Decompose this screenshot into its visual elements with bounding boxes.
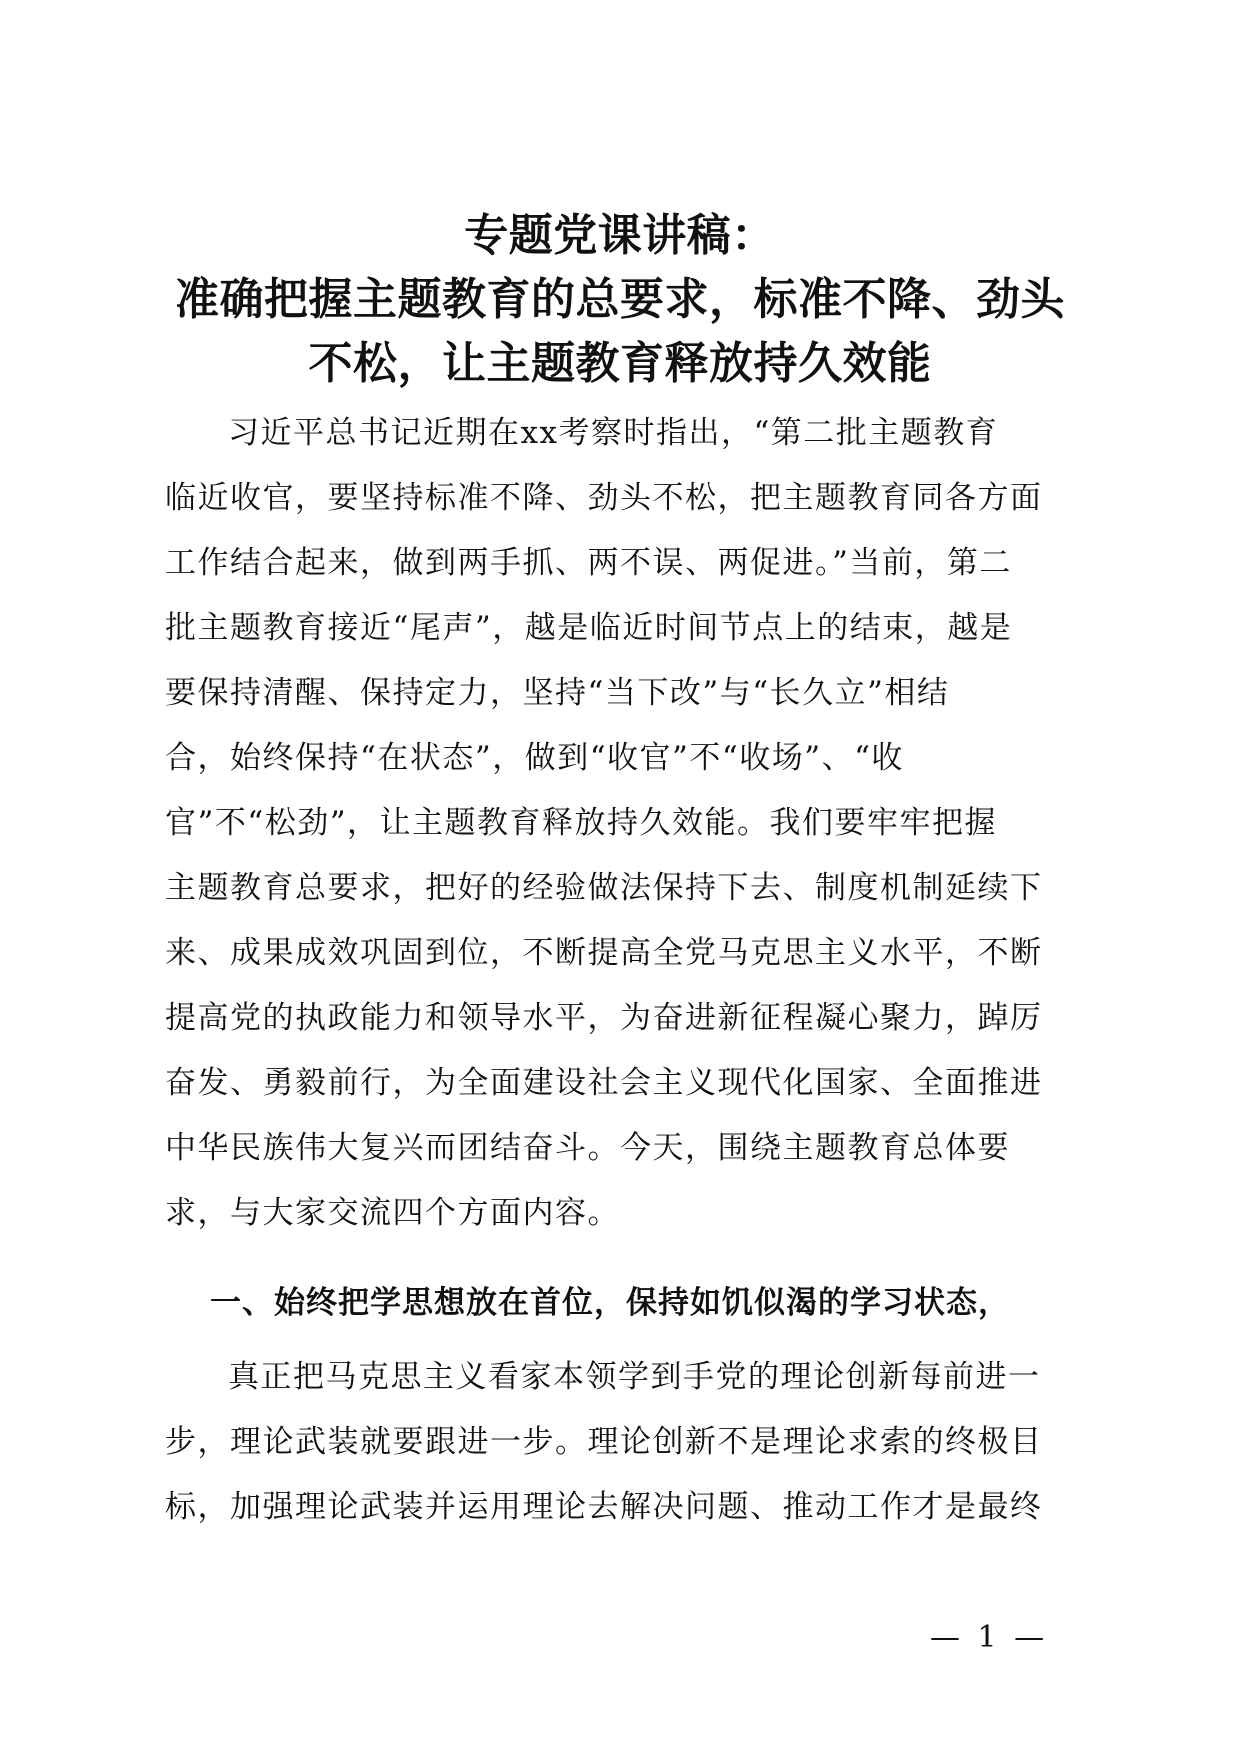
section-line: 标，加强理论武装并运用理论去解决问题、推动工作才是最终: [165, 1489, 1043, 1525]
page-number: — 1 —: [930, 1620, 1049, 1655]
intro-line: 求，与大家交流四个方面内容。: [165, 1195, 620, 1231]
intro-line: 提高党的执政能力和领导水平，为奋进新征程凝心聚力，踔厉: [165, 1000, 1043, 1036]
intro-line: 要保持清醒、保持定力，坚持“当下改”与“长久立”相结: [165, 675, 950, 711]
intro-line: 来、成果成效巩固到位，不断提高全党马克思主义水平，不断: [165, 935, 1043, 971]
intro-line: 官”不“松劲”，让主题教育释放持久效能。我们要牢牢把握: [165, 805, 998, 841]
section-line: 真正把马克思主义看家本领学到手党的理论创新每前进一: [228, 1359, 1041, 1395]
intro-line: 合，始终保持“在状态”，做到“收官”不“收场”、“收: [165, 740, 904, 776]
intro-line: 中华民族伟大复兴而团结奋斗。今天，围绕主题教育总体要: [165, 1130, 1010, 1166]
intro-line: 临近收官，要坚持标准不降、劲头不松，把主题教育同各方面: [165, 480, 1043, 516]
intro-line: 批主题教育接近“尾声”，越是临近时间节点上的结束，越是: [165, 610, 1013, 646]
intro-line: 奋发、勇毅前行，为全面建设社会主义现代化国家、全面推进: [165, 1065, 1043, 1101]
intro-line: 工作结合起来，做到两手抓、两不误、两促进。”当前，第二: [165, 545, 1012, 581]
section-heading: 一、始终把学思想放在首位，保持如饥似渴的学习状态，: [210, 1285, 1010, 1321]
title-line-1: 专题党课讲稿：: [464, 210, 776, 261]
section-line: 步，理论武装就要跟进一步。理论创新不是理论求索的终极目: [165, 1424, 1043, 1460]
intro-line: 主题教育总要求，把好的经验做法保持下去、制度机制延续下: [165, 870, 1043, 906]
title-line-3: 不松，让主题教育释放持久效能: [308, 338, 932, 389]
title-line-2: 准确把握主题教育的总要求，标准不降、劲头: [175, 274, 1065, 325]
intro-line: 习近平总书记近期在xx考察时指出，“第二批主题教育: [228, 415, 999, 451]
